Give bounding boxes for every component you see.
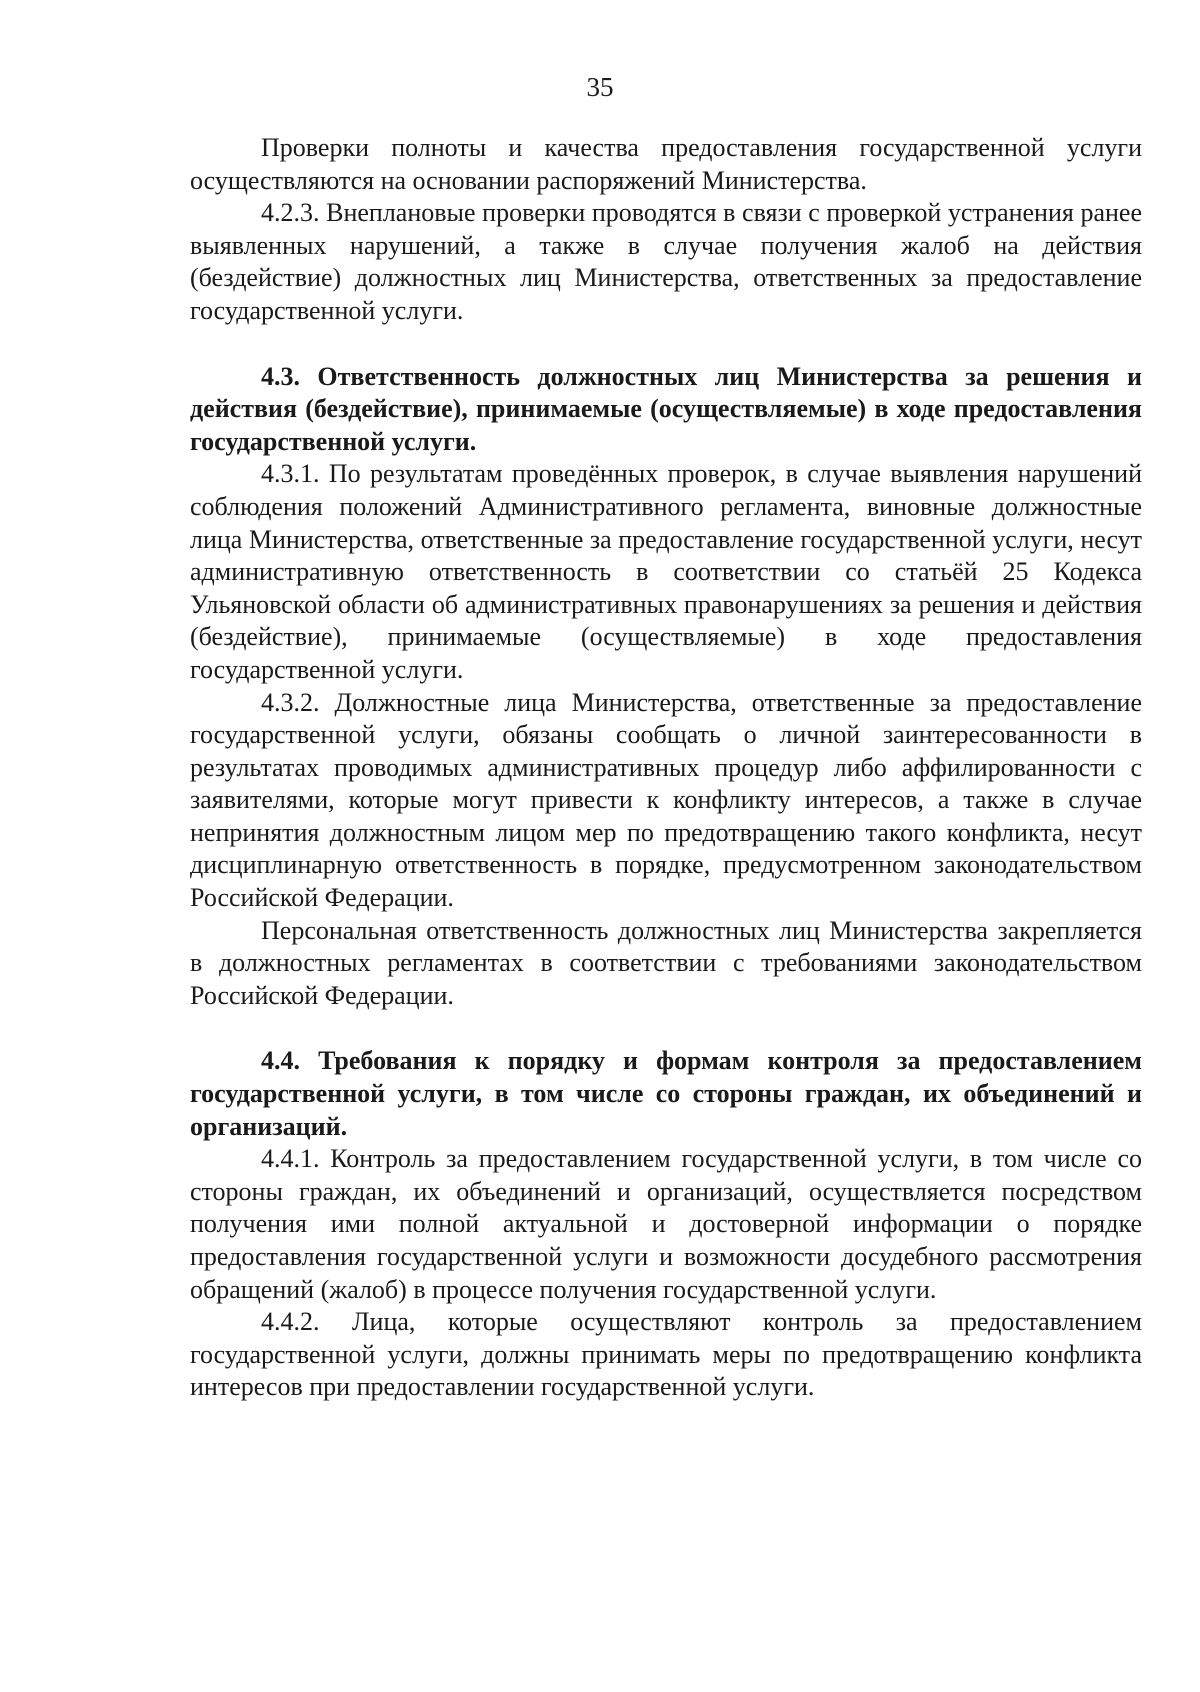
section-spacer [190,1012,1142,1045]
page-number: 35 [586,72,614,102]
section-spacer [190,328,1142,361]
section-heading-4-4: 4.4. Требования к порядку и формам контроля за предоставлением государственной услуги, в том числе со стороны граждан, их объединений и организаций. [190,1046,1142,1141]
paragraph-personal-responsibility: Персональная ответственность должностных лиц Министерства закрепляется в должностных регламентах в соответствии с требованиями законодательством Российской Федерации. [190,915,1142,1010]
paragraph-4-3-2: 4.3.2. Должностные лица Министерства, ответственные за предоставление государственной услуги, обязаны сообщать о личной заинтересованности в результатах проводимых административных процедур либо аффилированности с заявителями, которые могут привести к конфликту интересов, а также в случае непринятия должностным лицом мер по предотвращению такого конфликта, несут дисциплинарную ответственность в порядке, предусмотренном законодательством Российской Федерации. [190,687,1142,913]
paragraph-4-3-1: 4.3.1. По результатам проведённых проверок, в случае выявления нарушений соблюдения положений Административного регламента, виновные должностные лица Министерства, ответственные за предоставление государственной услуги, несут административную ответственность в соответствии со статьёй 25 Кодекса Ульяновской области об административных правонарушениях за решения и действия (бездействие), принимаемые (осуществляемые) в ходе предоставления государственной услуги. [190,459,1142,684]
paragraph-4-4-2: 4.4.2. Лица, которые осуществляют контроль за предоставлением государственной услуги, должны принимать меры по предотвращению конфликта интересов при предоставлении государственной услуги. [190,1307,1142,1402]
paragraph-4-2-3: 4.2.3. Внеплановые проверки проводятся в связи с проверкой устранения ранее выявленных нарушений, а также в случае получения жалоб на действия (бездействие) должностных лиц Министерства, ответственных за предоставление государственной услуги. [190,198,1142,325]
paragraph-4-4-1: 4.4.1. Контроль за предоставлением государственной услуги, в том числе со стороны граждан, их объединений и организаций, осуществляется посредством получения ими полной актуальной и достоверной информации о порядке предоставления государственной услуги и возможности досудебного рассмотрения обращений (жалоб) в процессе получения государственной услуги. [190,1144,1142,1304]
section-heading-4-3: 4.3. Ответственность должностных лиц Министерства за решения и действия (бездействие), принимаемые (осуществляемые) в ходе предоставления государственной услуги. [190,361,1142,456]
document-body [190,132,1142,1404]
paragraph-inspections-basis: Проверки полноты и качества предоставления государственной услуги осуществляются на основании распоряжений Министерства. [190,133,1142,195]
